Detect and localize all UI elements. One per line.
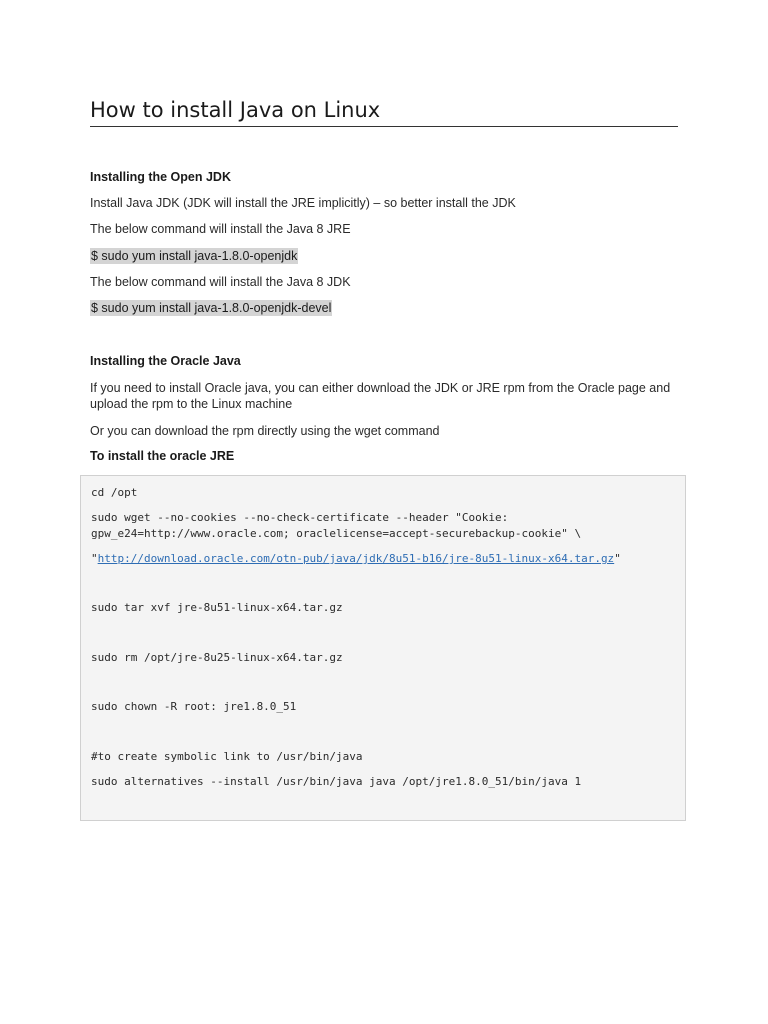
- jdk-install-command: $ sudo yum install java-1.8.0-openjdk-devel: [91, 301, 332, 315]
- page-title: How to install Java on Linux: [90, 98, 381, 122]
- code-line-rm: sudo rm /opt/jre-8u25-linux-x64.tar.gz: [91, 651, 343, 664]
- code-line-wget-cont: gpw_e24=http://www.oracle.com; oraclelicense=accept-securebackup-cookie" \: [91, 527, 582, 540]
- jre-command-note: The below command will install the Java 8 JRE: [90, 222, 351, 236]
- code-line-chown: sudo chown -R root: jre1.8.0_51: [91, 700, 297, 713]
- heading-oracle-java: Installing the Oracle Java: [90, 354, 241, 368]
- url-quote-open: ": [91, 552, 98, 565]
- open-jdk-intro: Install Java JDK (JDK will install the JRE implicitly) – so better install the JDK: [90, 196, 516, 210]
- heading-oracle-jre: To install the oracle JRE: [90, 449, 235, 463]
- code-line-alternatives: sudo alternatives --install /usr/bin/java java /opt/jre1.8.0_51/bin/java 1: [91, 775, 582, 788]
- code-line-comment: #to create symbolic link to /usr/bin/java: [91, 750, 363, 763]
- code-line-tar: sudo tar xvf jre-8u51-linux-x64.tar.gz: [91, 601, 343, 614]
- oracle-java-intro: If you need to install Oracle java, you can either download the JDK or JRE rpm from the Oracle page and upload the rpm to the Linux machine: [90, 381, 671, 411]
- url-quote-close: ": [614, 552, 621, 565]
- code-line-cd: cd /opt: [91, 486, 138, 499]
- code-line-url: [91, 551, 621, 567]
- wget-note: Or you can download the rpm directly using the wget command: [90, 424, 440, 438]
- code-line-wget: sudo wget --no-cookies --no-check-certificate --header "Cookie:: [91, 511, 509, 524]
- jdk-command-note: The below command will install the Java 8 JDK: [90, 275, 351, 289]
- download-link[interactable]: http://download.oracle.com/otn-pub/java/jdk/8u51-b16/jre-8u51-linux-x64.tar.gz: [97, 552, 615, 565]
- code-block: [80, 475, 686, 821]
- heading-open-jdk: Installing the Open JDK: [90, 170, 231, 184]
- jre-install-command: $ sudo yum install java-1.8.0-openjdk: [91, 249, 298, 263]
- title-underline: [90, 126, 678, 127]
